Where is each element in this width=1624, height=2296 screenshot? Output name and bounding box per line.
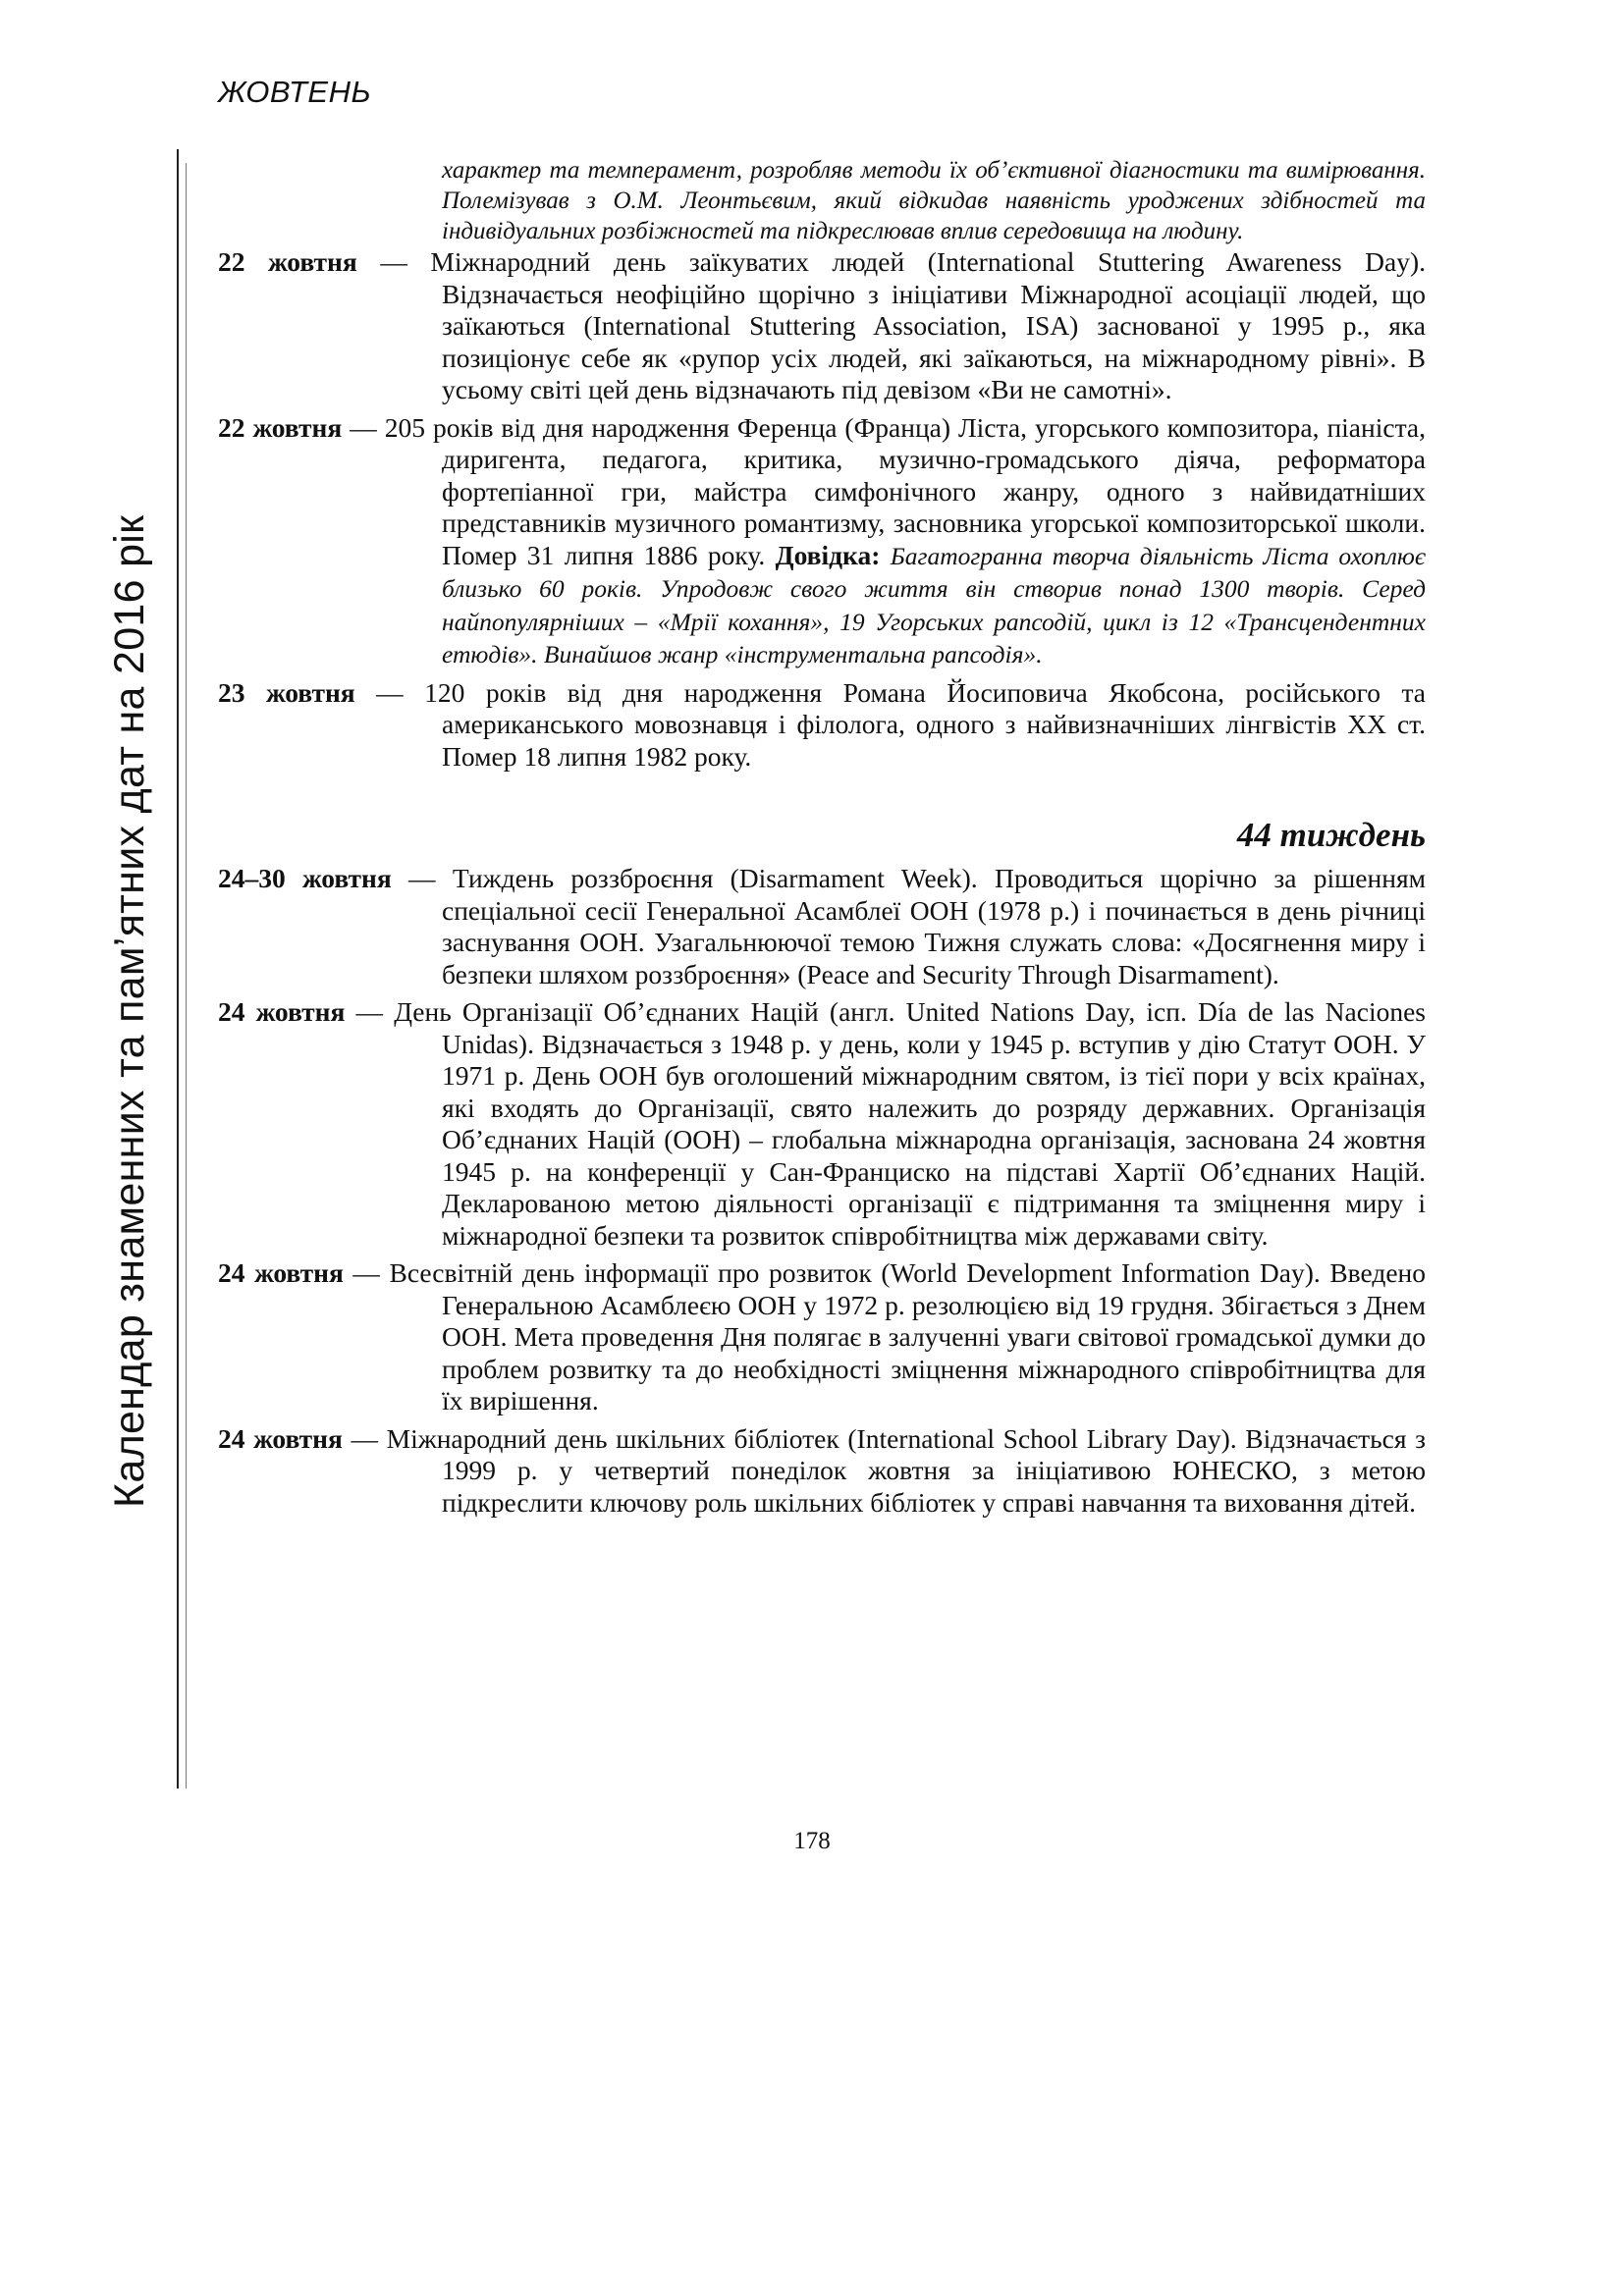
entry-text: День Організації Об’єднаних Націй (англ. United Nations Day, ісп. Día de las Naciones Unidas). Відзначається з 1948 р. у день, коли у 1945 р. вступив у дію Статут ООН. У 1971 р. День ООН був оголошений міжнародним святом, із тієї пори у всіх країнах, які входять до Організації, свято належить до розряду державних. Організація Об’єднаних Націй (ООН) – глобальна міжнародна організація, заснована 24 жовтня 1945 р. на конференції у Сан-Франциско на підставі Хартії Об’єднаних Націй. Декларованою метою діяльності організації є підтримання та зміцнення миру і міжнародної безпеки та розвиток співробітництва між державами світу. — [394, 996, 1427, 1251]
date-entry — [218, 1257, 1426, 1417]
entry-date: 22 жовтня — [218, 411, 343, 443]
side-title: Календар знаменних та пам’ятних дат на 2016 рік — [106, 514, 153, 1508]
page-number: 178 — [793, 1828, 831, 1854]
running-head: ЖОВТЕНЬ — [218, 75, 372, 109]
entry-date: 24 жовтня — [218, 1257, 344, 1288]
note-text: Багатогранна творча діяльність Ліста охоплює близько 60 років. Упродовж свого життя він створив понад 1300 творів. Серед найпопулярніших – «Мрії кохання», 19 Угорських рапсодій, цикл із 12 «Трансцендентних етюдів». Винайшов жанр «інструментальна рапсодія». — [442, 541, 1427, 668]
margin-rule-thin — [186, 163, 187, 1789]
date-entry — [218, 677, 1426, 774]
date-entry — [218, 863, 1426, 990]
continuation-paragraph: характер та темперамент, розробляв методи їх об’єктивної діагностики та вимірювання. Полемізував з О.М. Леонтьєвим, який відкидав наявність уроджених здібностей та індивідуальних розбіжностей та підкреслював вплив середовища на людину. — [442, 157, 1426, 244]
entry-dash: — — [356, 246, 431, 277]
date-entry — [218, 412, 1426, 671]
entry-text: Всесвітній день інформації про розвиток (World Development Information Day). Введено Генеральною Асамблеєю ООН у 1972 р. резолюцією від 19 грудня. Збігається з Днем ООН. Мета проведення Дня полягає в залученні уваги світової громадської думки до проблем розвитку та до необхідності зміцнення міжнародного співробітництва для їх вирішення. — [389, 1257, 1427, 1415]
entry-dash: — — [343, 1257, 390, 1288]
entry-date: 24 жовтня — [218, 1422, 343, 1454]
entry-dash: — — [354, 676, 425, 708]
date-entry — [218, 996, 1426, 1252]
date-entry — [218, 246, 1426, 406]
entry-text: Міжнародний день шкільних бібліотек (International School Library Day). Відзначається з 1999 р. у четвертий понеділок жовтня за ініціативою ЮНЕСКО, з метою підкреслити ключову роль шкільних бібліотек у справі навчання та виховання дітей. — [386, 1422, 1427, 1518]
entry-date: 24–30 жовтня — [218, 863, 392, 893]
entry-dash: — — [342, 1422, 387, 1454]
date-entry — [218, 1423, 1426, 1520]
entry-dash: — — [345, 996, 395, 1027]
week-heading: 44 тиждень — [1236, 816, 1426, 854]
entries-before-week — [218, 246, 1426, 773]
entry-text: 205 років від дня народження Ференца (Франца) Ліста, угорського композитора, піаніста, диригента, педагога, критика, музично-громадського діяча, реформатора фортепіанної гри, майстра симфонічного жанру, одного з найвидатніших представників музичного романтизму, засновника угорської композиторської школи. Помер 31 липня 1886 року. — [384, 411, 1427, 570]
entry-date: 23 жовтня — [218, 676, 355, 708]
entry-text: 120 років від дня народження Романа Йосиповича Якобсона, російського та американського мовознавця і філолога, одного з найвизначніших лінгвістів ХХ ст. Помер 18 липня 1982 року. — [424, 676, 1427, 772]
entry-dash: — — [342, 411, 385, 443]
page-body — [218, 155, 1426, 1524]
note-label: Довідка: — [775, 539, 881, 570]
entry-dash: — — [391, 863, 453, 893]
entries-after-week — [218, 863, 1426, 1519]
margin-rule — [177, 149, 179, 1789]
entry-text: Тиждень роззброєння (Disarmament Week). Проводиться щорічно за рішенням спеціальної сесії Генеральної Асамблеї ООН (1978 р.) і починається в день річниці заснування ООН. Узагальнюючої темою Тижня служать слова: «Досягнення миру і безпеки шляхом роззброєння» (Peace and Security Through Disarmament). — [442, 863, 1427, 989]
entry-date: 22 жовтня — [218, 246, 357, 277]
entry-text: Міжнародний день заїкуватих людей (International Stuttering Awareness Day). Відзначається неофіційно щорічно з ініціативи Міжнародної асоціації людей, що заїкаються (International Stuttering Association, ISA) заснованої у 1995 р., яка позиціонує себе як «рупор усіх людей, які заїкаються, на міжнародному рівні». В усьому світі цей день відзначають під девізом «Ви не самотні». — [430, 246, 1427, 404]
entry-date: 24 жовтня — [218, 996, 346, 1027]
